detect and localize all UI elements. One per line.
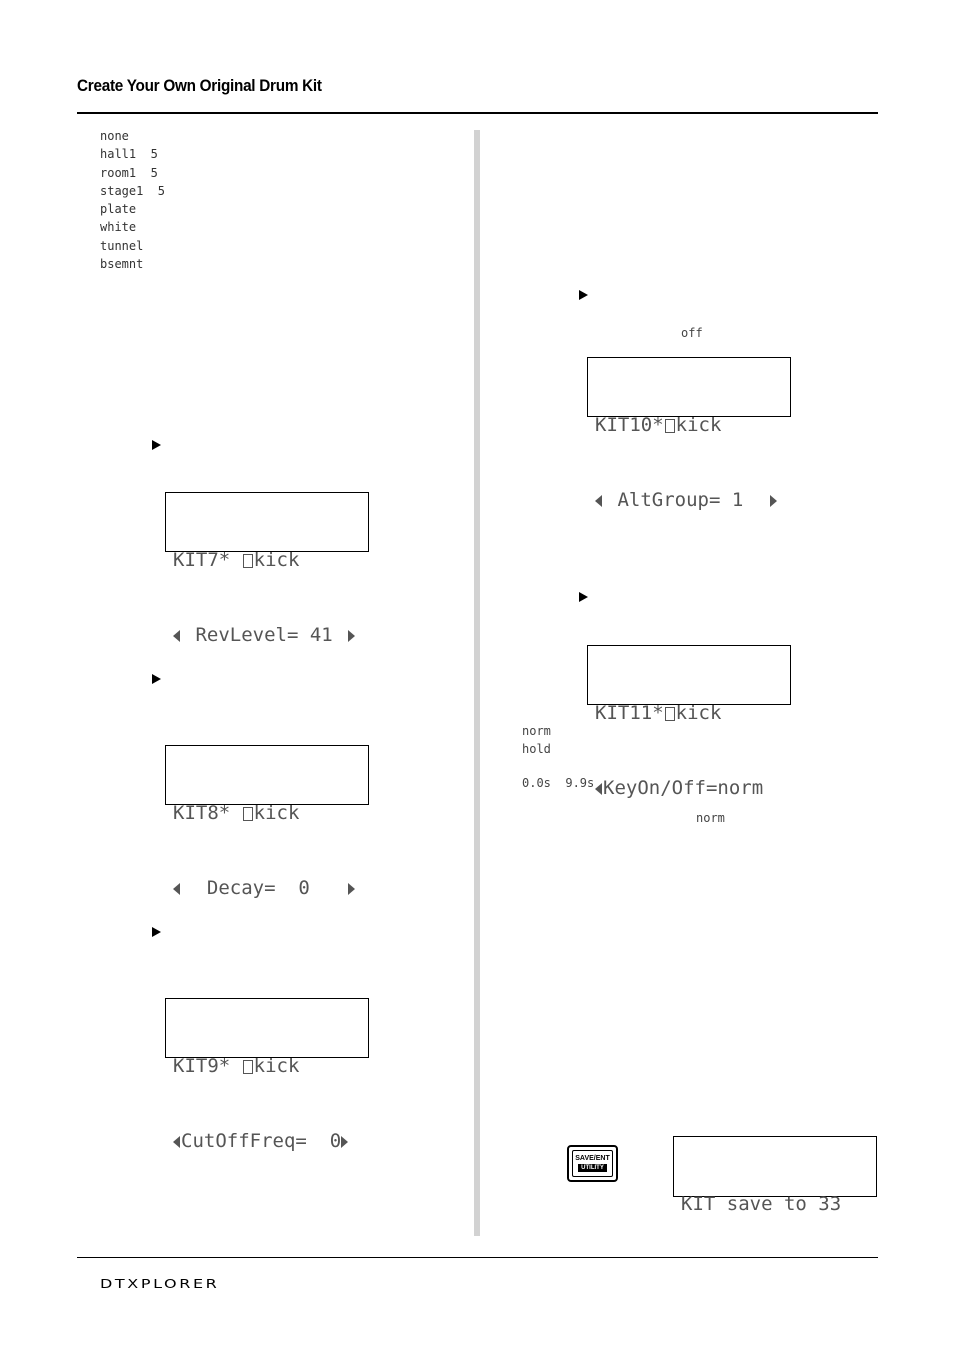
lcd-line1: KIT9* (173, 1055, 242, 1077)
lcd-pad-name: kick (675, 702, 722, 724)
step-arrow-icon (152, 927, 161, 937)
lcd-display-rev-level (165, 492, 369, 646)
list-item: white (100, 220, 137, 235)
right-triangle-icon (348, 630, 355, 642)
key-mode-hold: hold (522, 742, 551, 756)
lcd-pad-name: kick (253, 549, 300, 571)
left-triangle-icon (173, 630, 180, 642)
lcd-line2: Decay= 0 (184, 877, 345, 899)
lcd-display-save (673, 1136, 877, 1215)
list-item: plate (100, 202, 137, 217)
right-triangle-icon (770, 495, 777, 507)
lcd-line2: KeyOn/Off=norm (603, 777, 764, 799)
brand-logo: DTXPLORER (100, 1276, 220, 1292)
list-item: bsemnt (100, 257, 144, 272)
step-arrow-icon (152, 674, 161, 684)
left-triangle-icon (173, 883, 180, 895)
right-triangle-icon (341, 1136, 348, 1148)
left-triangle-icon (173, 1136, 180, 1148)
list-item: stage1 5 (100, 183, 166, 198)
key-mode-default-value: norm (696, 811, 725, 825)
lcd-line1: KIT7* (173, 549, 242, 571)
left-triangle-icon (595, 783, 602, 795)
lcd-pad-name: kick (253, 802, 300, 824)
lcd-line2: AltGroup= 1 (606, 489, 767, 511)
page-title: Create Your Own Original Drum Kit (77, 76, 322, 95)
list-item: room1 5 (100, 165, 158, 180)
lcd-display-decay (165, 745, 369, 899)
save-ent-button[interactable] (567, 1145, 618, 1182)
save-ent-button-face (572, 1150, 613, 1177)
lcd-display-alt-group (587, 357, 791, 511)
step-arrow-icon (579, 592, 588, 602)
lcd-display-key-on-off (587, 645, 791, 799)
list-item: hall1 5 (100, 147, 158, 162)
column-divider (474, 130, 480, 1236)
pad-box-icon (243, 1060, 253, 1074)
pad-box-icon (243, 807, 253, 821)
lcd-line1: KIT10* (595, 414, 664, 436)
lcd-line1: KIT save to 33 (681, 1193, 842, 1215)
lcd-pad-name: kick (675, 414, 722, 436)
pad-box-icon (665, 707, 675, 721)
step-arrow-icon (579, 290, 588, 300)
time-range: 0.0s 9.9s (522, 776, 595, 790)
lcd-line2: RevLevel= 41 (184, 624, 345, 646)
pad-box-icon (243, 554, 253, 568)
alt-group-default-value: off (681, 326, 703, 340)
lcd-line1: KIT8* (173, 802, 242, 824)
lcd-line1: KIT11* (595, 702, 664, 724)
right-triangle-icon (348, 883, 355, 895)
list-item: tunnel (100, 238, 144, 253)
footer-rule (77, 1257, 878, 1258)
left-triangle-icon (595, 495, 602, 507)
pad-box-icon (665, 419, 675, 433)
list-item: none (100, 129, 129, 143)
key-mode-norm: norm (522, 724, 551, 738)
lcd-line2: CutOffFreq= 0 (181, 1130, 342, 1152)
lcd-display-cutoff (165, 998, 369, 1152)
reverb-type-list (100, 127, 165, 273)
utility-label: UTILITY (578, 1164, 607, 1172)
step-arrow-icon (152, 440, 161, 450)
lcd-pad-name: kick (253, 1055, 300, 1077)
save-ent-label: SAVE/ENT (575, 1155, 610, 1162)
header-rule (77, 112, 878, 114)
